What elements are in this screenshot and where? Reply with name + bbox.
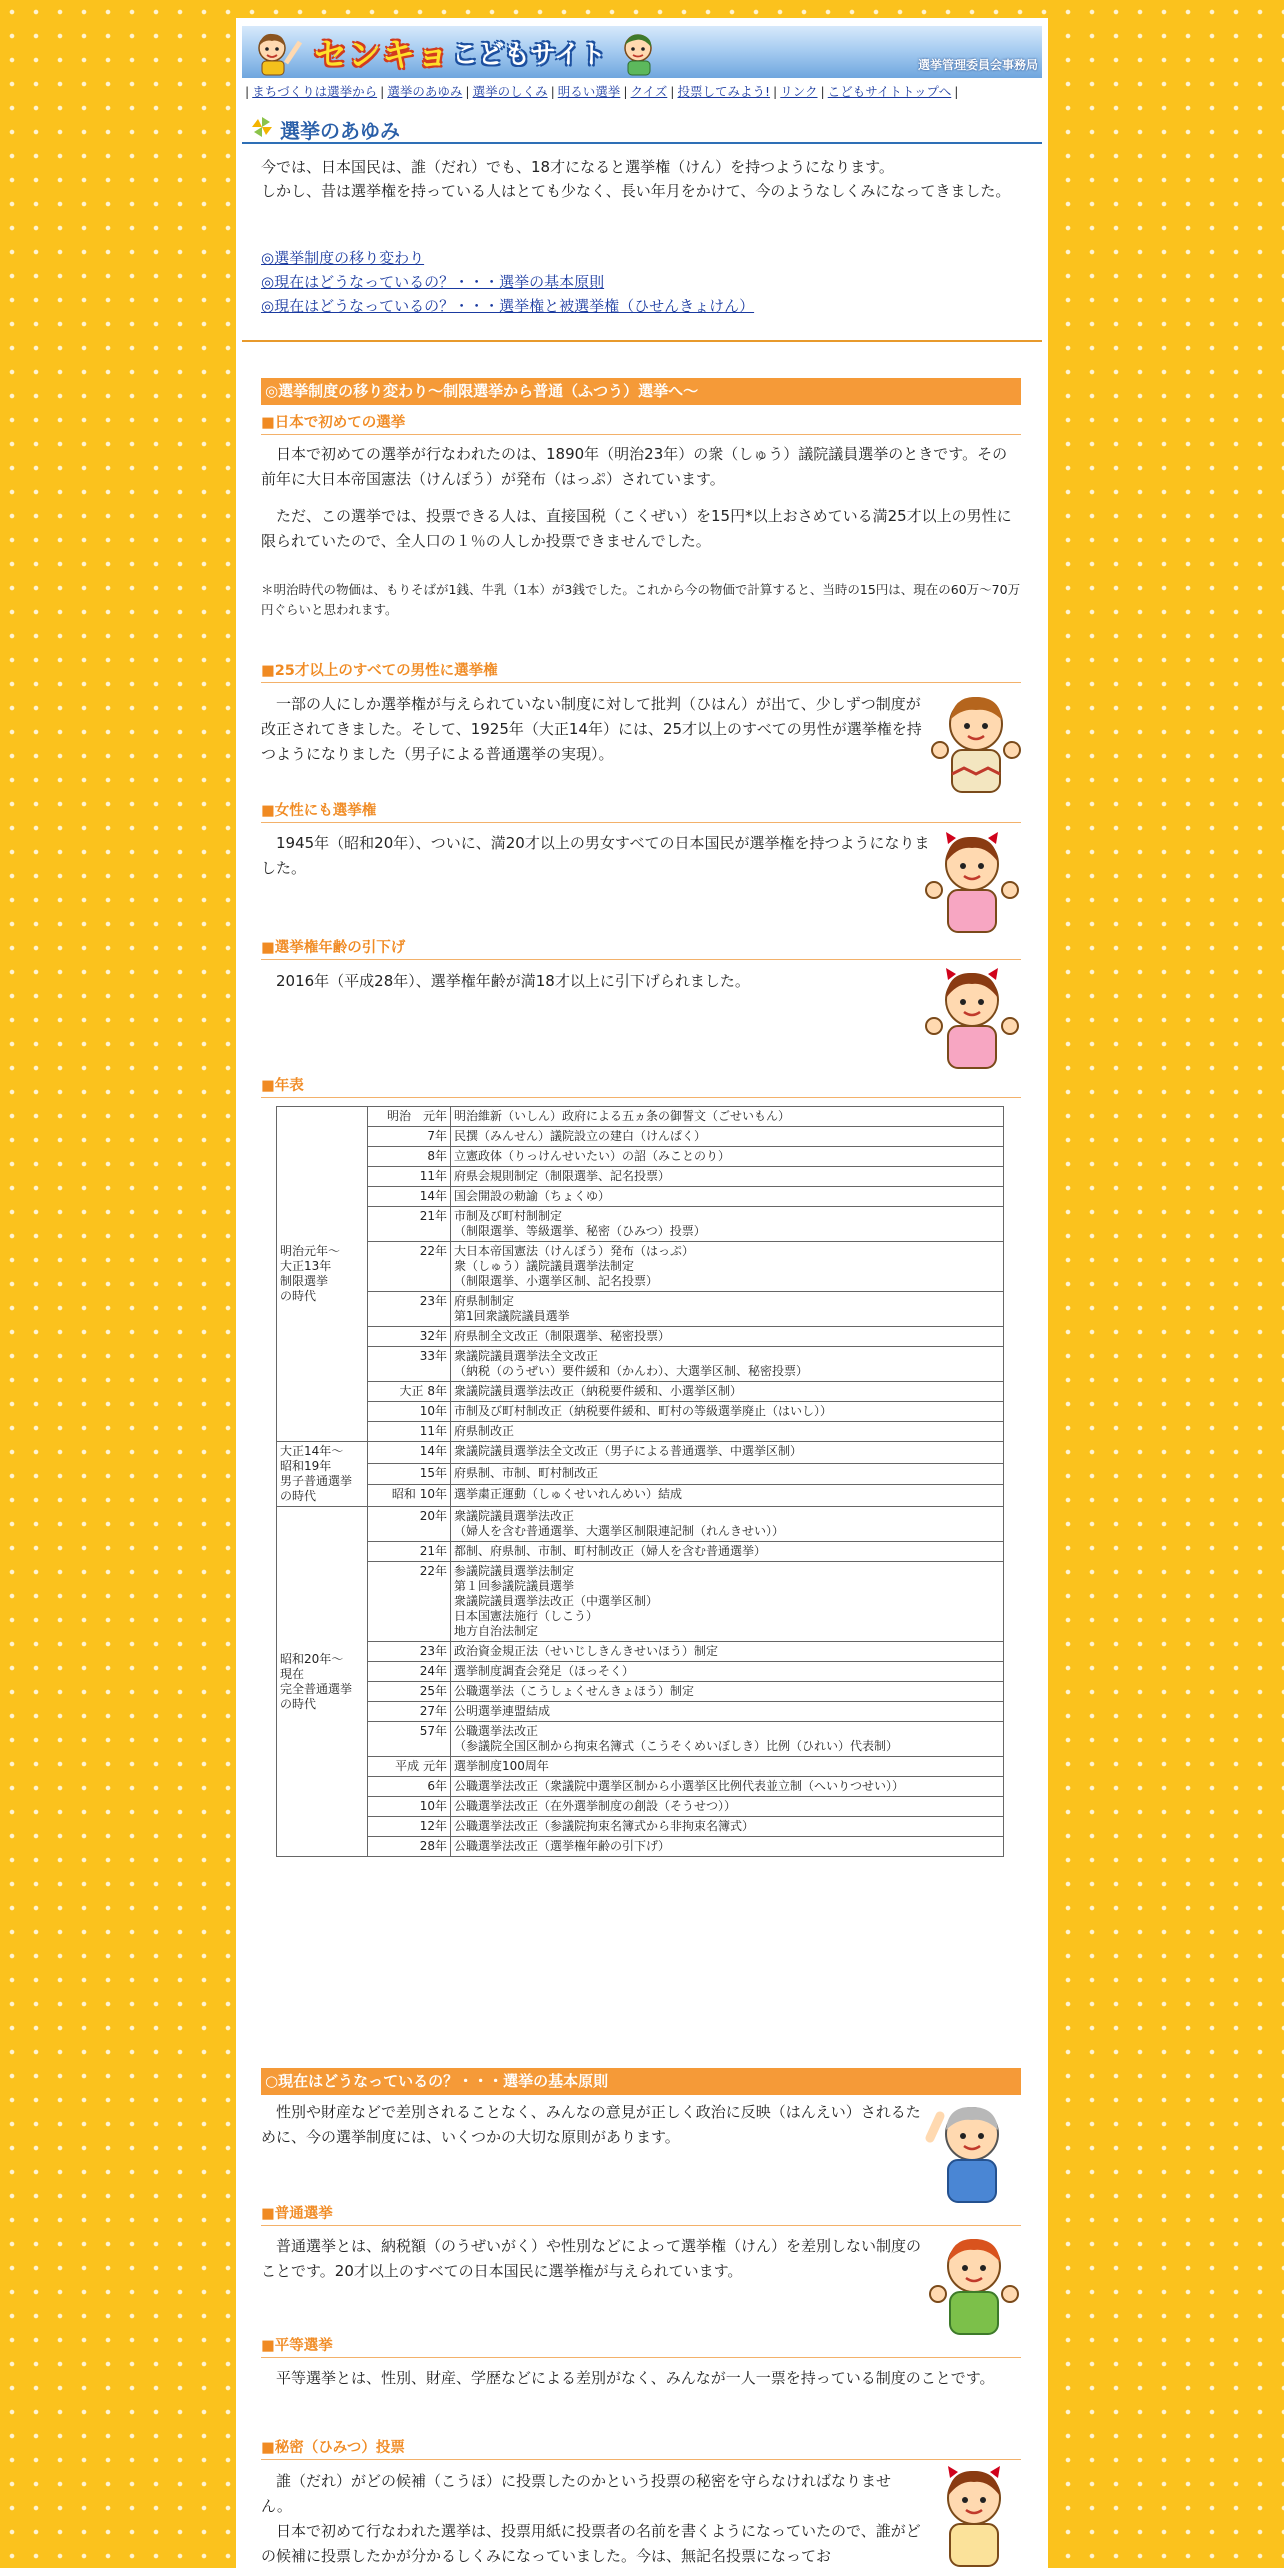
- age-lowering-text: [261, 969, 931, 994]
- timeline-year: 33年: [368, 1347, 451, 1382]
- timeline-event: 選挙制度調査会発足（ほっそく）: [451, 1662, 1004, 1682]
- women-suffrage-heading: ■女性にも選挙権: [261, 799, 1021, 823]
- timeline-event: 衆議院議員選挙法改正 （婦人を含む普通選挙、大選挙区制限連記制（れんきせい））: [451, 1507, 1004, 1542]
- timeline-row: [277, 1167, 1004, 1187]
- timeline-event: 府県制全文改正（制限選挙、秘密投票）: [451, 1327, 1004, 1347]
- equal-heading: ■平等選挙: [261, 2334, 1021, 2358]
- timeline-row: [277, 1242, 1004, 1292]
- timeline-row: [277, 1463, 1004, 1485]
- timeline-event: 衆議院議員選挙法改正（納税要件緩和、小選挙区制）: [451, 1382, 1004, 1402]
- timeline-row: [277, 1507, 1004, 1542]
- timeline-row: [277, 1757, 1004, 1777]
- boy-green-icon: [926, 2232, 1022, 2338]
- page-title-bar: [242, 112, 1042, 144]
- timeline-row: [277, 1777, 1004, 1797]
- timeline-event: 公職選挙法改正 （参議院全国区制から拘束名簿式（こうそくめいぼしき）比例（ひれい）代表制）: [451, 1722, 1004, 1757]
- timeline-year: 10年: [368, 1402, 451, 1422]
- men-suffrage-heading: ■25才以上のすべての男性に選挙権: [261, 659, 1021, 683]
- timeline-year: 23年: [368, 1642, 451, 1662]
- timeline-event: 民撰（みんせん）議院設立の建白（けんぱく）: [451, 1127, 1004, 1147]
- principles-intro: [261, 2100, 921, 2150]
- timeline-row: [277, 1662, 1004, 1682]
- timeline-year: 28年: [368, 1837, 451, 1857]
- timeline-event: 選挙制度100周年: [451, 1757, 1004, 1777]
- timeline-event: 公職選挙法改正（参議院拘束名簿式から非拘束名簿式）: [451, 1817, 1004, 1837]
- timeline-year: 27年: [368, 1702, 451, 1722]
- timeline-row: [277, 1837, 1004, 1857]
- timeline-row: [277, 1485, 1004, 1507]
- timeline-year: 昭和 10年: [368, 1485, 451, 1507]
- timeline-row: [277, 1722, 1004, 1757]
- org-name: 選挙管理委員会事務局: [917, 58, 1038, 72]
- timeline-row: [277, 1562, 1004, 1642]
- timeline-year: 25年: [368, 1682, 451, 1702]
- timeline-year: 22年: [368, 1562, 451, 1642]
- timeline-era: 明治元年～ 大正13年 制限選挙 の時代: [277, 1107, 368, 1442]
- nav-link-shikumi[interactable]: 選挙のしくみ: [472, 84, 548, 99]
- page: [236, 18, 1048, 2568]
- timeline-event: 市制及び町村制改正（納税要件緩和、町村の等級選挙廃止（はいし））: [451, 1402, 1004, 1422]
- timeline-year: 23年: [368, 1292, 451, 1327]
- timeline-event: 公職選挙法（こうしょくせんきょほう）制定: [451, 1682, 1004, 1702]
- timeline-row: [277, 1107, 1004, 1127]
- first-election-note: ＊明治時代の物価は、もりそばが1銭、牛乳（1本）が3銭でした。これから今の物価で計算すると、当時の15円は、現在の60万～70万円ぐらいと思われます。: [261, 582, 1021, 617]
- divider: [242, 340, 1042, 342]
- first-election-p2: ただ、この選挙では、投票できる人は、直接国税（こくぜい）を15円*以上おさめている満25才以上の男性に限られていたので、全人口の１％の人しか投票できませんでした。: [261, 507, 1012, 550]
- timeline-row: [277, 1327, 1004, 1347]
- girl-waving-icon: [928, 690, 1022, 800]
- timeline-event: 府県制改正: [451, 1422, 1004, 1442]
- timeline-event: 大日本帝国憲法（けんぽう）発布（はっぷ） 衆（しゅう）議院議員選挙法制定 （制限選挙、小選挙区制、記名投票）: [451, 1242, 1004, 1292]
- timeline-event: 参議院議員選挙法制定 第１回参議院議員選挙 衆議院議員選挙法改正（中選挙区制） 日本国憲法施行（しこう） 地方自治法制定: [451, 1562, 1004, 1642]
- universal-heading: ■普通選挙: [261, 2202, 1021, 2226]
- timeline-event: 府県会規則制定（制限選挙、記名投票）: [451, 1167, 1004, 1187]
- secret-heading: ■秘密（ひみつ）投票: [261, 2436, 1021, 2460]
- boy-mascot-icon: [248, 30, 306, 76]
- nav-link-ayumi[interactable]: 選挙のあゆみ: [387, 84, 463, 99]
- timeline-year: 15年: [368, 1463, 451, 1485]
- women-suffrage-text: [261, 831, 931, 881]
- timeline-year: 平成 元年: [368, 1757, 451, 1777]
- timeline-year: 21年: [368, 1542, 451, 1562]
- timeline-year: 11年: [368, 1167, 451, 1187]
- timeline-event: 衆議院議員選挙法全文改正（男子による普通選挙、中選挙区制）: [451, 1442, 1004, 1464]
- intro-line-2: しかし、昔は選挙権を持っている人はとても少なく、長い年月をかけて、今のようなしくみになってきました。: [261, 182, 1011, 200]
- timeline-event: 立憲政体（りっけんせいたい）の詔（みことのり）: [451, 1147, 1004, 1167]
- timeline-table: [276, 1106, 1004, 1857]
- timeline-year: 7年: [368, 1127, 451, 1147]
- timeline-event: 府県制、市制、町村制改正: [451, 1463, 1004, 1485]
- timeline-row: [277, 1187, 1004, 1207]
- principles-band: ○現在はどうなっているの？・・・選挙の基本原則: [261, 2068, 1021, 2095]
- first-election-text: [261, 442, 1021, 554]
- timeline-era: 昭和20年～ 現在 完全普通選挙 の時代: [277, 1507, 368, 1857]
- nav-link-quiz[interactable]: クイズ: [630, 84, 668, 99]
- timeline-year: 8年: [368, 1147, 451, 1167]
- nav-link-links[interactable]: リンク: [780, 84, 818, 99]
- timeline-row: [277, 1347, 1004, 1382]
- timeline-row: [277, 1702, 1004, 1722]
- girl-pink-icon-2: [922, 966, 1022, 1074]
- timeline-row: [277, 1542, 1004, 1562]
- timeline-row: [277, 1207, 1004, 1242]
- top-nav: | まちづくりは選挙から | 選挙のあゆみ | 選挙のしくみ | 明るい選挙 | クイズ | 投票してみよう! | リンク | こどもサイトトップへ |: [245, 84, 959, 99]
- timeline-event: 府県制制定 第1回衆議院議員選挙: [451, 1292, 1004, 1327]
- girl-yellow-icon: [924, 2464, 1022, 2568]
- timeline-year: 大正 8年: [368, 1382, 451, 1402]
- timeline-year: 21年: [368, 1207, 451, 1242]
- equal-p: 平等選挙とは、性別、財産、学歴などによる差別がなく、みんなが一人一票を持っている制度のことです。: [261, 2369, 995, 2387]
- timeline-year: 6年: [368, 1777, 451, 1797]
- timeline-era: 大正14年～ 昭和19年 男子普通選挙 の時代: [277, 1442, 368, 1507]
- universal-text: [261, 2234, 921, 2284]
- timeline-row: [277, 1817, 1004, 1837]
- timeline-event: 国会開設の勅諭（ちょくゆ）: [451, 1187, 1004, 1207]
- grandma-waving-icon: [916, 2096, 1022, 2208]
- timeline-event: 衆議院議員選挙法全文改正 （納税（のうぜい）要件緩和（かんわ）、大選挙区制、秘密投票）: [451, 1347, 1004, 1382]
- universal-p: 普通選挙とは、納税額（のうぜいがく）や性別などによって選挙権（けん）を差別しない制度のことです。20才以上のすべての日本国民に選挙権が与えられています。: [261, 2237, 922, 2280]
- timeline-row: [277, 1422, 1004, 1442]
- timeline-row: [277, 1682, 1004, 1702]
- timeline-event: 公職選挙法改正（選挙権年齢の引下げ）: [451, 1837, 1004, 1857]
- timeline-year: 明治 元年: [368, 1107, 451, 1127]
- age-lowering-p: 2016年（平成28年）、選挙権年齢が満18才以上に引下げられました。: [261, 972, 750, 990]
- women-suffrage-p: 1945年（昭和20年）、ついに、満20才以上の男女すべての日本国民が選挙権を持つようになりました。: [261, 834, 930, 877]
- site-banner[interactable]: [242, 26, 1042, 78]
- timeline-row: [277, 1442, 1004, 1464]
- equal-text: [261, 2366, 1021, 2391]
- intro-line-1: 今では、日本国民は、誰（だれ）でも、18才になると選挙権（けん）を持つようになります。: [261, 158, 894, 176]
- toc-link-principles[interactable]: ◎現在はどうなっているの？・・・選挙の基本原則: [261, 273, 605, 291]
- timeline-year: 14年: [368, 1187, 451, 1207]
- timeline-event: 公明選挙連盟結成: [451, 1702, 1004, 1722]
- timeline-event: 市制及び町村制制定 （制限選挙、等級選挙、秘密（ひみつ）投票）: [451, 1207, 1004, 1242]
- intro-text: [261, 155, 1021, 203]
- timeline-row: [277, 1642, 1004, 1662]
- timeline-row: [277, 1402, 1004, 1422]
- timeline-row: [277, 1797, 1004, 1817]
- timeline-event: 明治維新（いしん）政府による五ヵ条の御誓文（ごせいもん）: [451, 1107, 1004, 1127]
- logo-sub: こどもサイト: [452, 40, 607, 70]
- logo-main: センキョ: [314, 35, 450, 74]
- timeline-year: 22年: [368, 1242, 451, 1292]
- secret-text: [261, 2469, 921, 2568]
- timeline-year: 10年: [368, 1797, 451, 1817]
- men-suffrage-text: [261, 692, 931, 767]
- timeline-heading: ■年表: [261, 1074, 1021, 1098]
- timeline-year: 14年: [368, 1442, 451, 1464]
- timeline-row: [277, 1382, 1004, 1402]
- timeline-year: 12年: [368, 1817, 451, 1837]
- timeline-year: 32年: [368, 1327, 451, 1347]
- age-lowering-heading: ■選挙権年齢の引下げ: [261, 936, 1021, 960]
- pinwheel-icon: [250, 116, 274, 138]
- first-election-heading: ■日本で初めての選挙: [261, 411, 1021, 435]
- nav-link-top[interactable]: こどもサイトトップへ: [827, 84, 952, 99]
- timeline-year: 11年: [368, 1422, 451, 1442]
- nav-link-akarui[interactable]: 明るい選挙: [557, 84, 621, 99]
- nav-link-vote[interactable]: 投票してみよう!: [677, 84, 771, 99]
- timeline-year: 24年: [368, 1662, 451, 1682]
- timeline-event: 都制、府県制、市制、町村制改正（婦人を含む普通選挙）: [451, 1542, 1004, 1562]
- toc: [261, 246, 754, 318]
- timeline-event: 公職選挙法改正（衆議院中選挙区制から小選挙区比例代表並立制（へいりつせい））: [451, 1777, 1004, 1797]
- nav-link-machizukuri[interactable]: まちづくりは選挙から: [252, 84, 378, 99]
- principles-intro-p: 性別や財産などで差別されることなく、みんなの意見が正しく政治に反映（はんえい）されるために、今の選挙制度には、いくつかの大切な原則があります。: [261, 2103, 921, 2146]
- girl-mascot-icon: [614, 30, 662, 76]
- timeline-row: [277, 1147, 1004, 1167]
- secret-p1: 誰（だれ）がどの候補（こうほ）に投票したのかという投票の秘密を守らなければなりません。: [261, 2472, 892, 2515]
- timeline-row: [277, 1292, 1004, 1327]
- timeline-event: 公職選挙法改正（在外選挙制度の創設（そうせつ））: [451, 1797, 1004, 1817]
- girl-pink-icon: [922, 830, 1022, 938]
- timeline-event: 選挙粛正運動（しゅくせいれんめい）結成: [451, 1485, 1004, 1507]
- page-title: 選挙のあゆみ: [280, 119, 400, 143]
- secret-p2: 日本で初めて行なわれた選挙は、投票用紙に投票者の名前を書くようになっていたので、誰がどの候補に投票したかが分かるしくみになっていました。今は、無記名投票になってお: [261, 2522, 921, 2565]
- first-election-p1: 日本で初めての選挙が行なわれたのは、1890年（明治23年）の衆（しゅう）議院議員選挙のときです。その前年に大日本帝国憲法（けんぽう）が発布（はっぷ）されています。: [261, 445, 1008, 488]
- timeline-event: 政治資金規正法（せいじしきんきせいほう）制定: [451, 1642, 1004, 1662]
- history-band: ◎選挙制度の移り変わり～制限選挙から普通（ふつう）選挙へ～: [261, 378, 1021, 405]
- toc-link-suffrage[interactable]: ◎現在はどうなっているの？・・・選挙権と被選挙権（ひせんきょけん）: [261, 297, 755, 315]
- timeline-year: 20年: [368, 1507, 451, 1542]
- men-suffrage-p: 一部の人にしか選挙権が与えられていない制度に対して批判（ひはん）が出て、少しずつ制度が改正されてきました。そして、1925年（大正14年）には、25才以上のすべての男性が選挙権を持つようになりました（男子による普通選挙の実現）。: [261, 695, 922, 763]
- timeline-year: 57年: [368, 1722, 451, 1757]
- timeline-row: [277, 1127, 1004, 1147]
- toc-link-history[interactable]: ◎選挙制度の移り変わり: [261, 249, 425, 267]
